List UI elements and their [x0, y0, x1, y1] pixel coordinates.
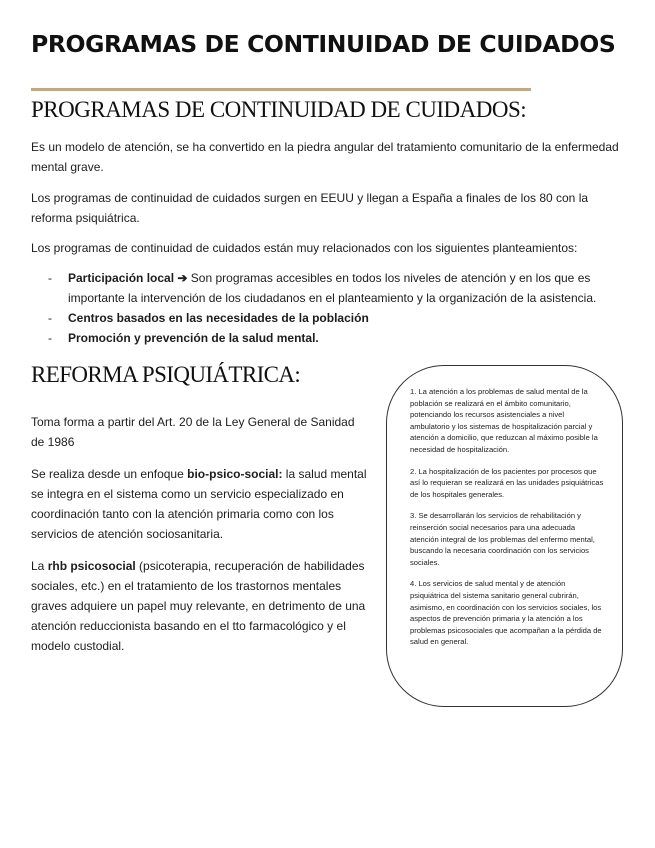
section-heading-reforma: REFORMA PSIQUIÁTRICA:: [31, 362, 301, 387]
list-item-bold-label: Promoción y prevención de la salud mental.: [68, 331, 319, 345]
section-heading-continuidad: PROGRAMAS DE CONTINUIDAD DE CUIDADOS:: [31, 97, 527, 122]
callout-item: 3. Se desarrollarán los servicios de rehabilitación y reinserción social necesarios para una adecuada atención integral de los problemas del enfermo mental, buscando la necesaria coordinación con los servicios sociales.: [410, 511, 595, 567]
paragraph-enfoque: [31, 464, 371, 544]
callout-item: 1. La atención a los problemas de salud mental de la población se realizará en el ámbito comunitario, potenciando los recursos asistenciales a nivel ambulatorio y los sistemas de hospitalización parcial y atención a domicilio, que reduzcan al máximo posible la necesidad de hospitalización.: [410, 387, 598, 454]
title-underline: [31, 88, 531, 91]
list-dash: -: [48, 331, 52, 345]
paragraph-modelo-atencion: Es un modelo de atención, se ha convertido en la piedra angular del tratamiento comunitario de la enfermedad mental grave.: [31, 140, 619, 174]
list-item-bold-label: Participación local: [68, 271, 175, 285]
list-item-bold-label: Centros basados en las necesidades de la población: [68, 311, 369, 325]
planteamientos-list: [31, 268, 631, 348]
callout-item: 2. La hospitalización de los pacientes por procesos que así lo requieran se realizará en las unidades psiquiátricas de los hospitales generales.: [410, 466, 604, 499]
list-dash: -: [48, 271, 52, 285]
paragraph-ley-sanidad: Toma forma a partir del Art. 20 de la Ley General de Sanidad de 1986: [31, 415, 355, 449]
list-item-text: Son programas accesibles en todos los niveles de atención y en los que es importante la intervención de los ciudadanos en el planteamiento y la organización de la asistencia.: [68, 271, 597, 305]
list-item: [31, 308, 631, 328]
list-item: [31, 268, 631, 308]
page-title: PROGRAMAS DE CONTINUIDAD DE CUIDADOS: [31, 30, 616, 58]
paragraph-origen-programas: Los programas de continuidad de cuidados surgen en EEUU y llegan a España a finales de los 80 con la reforma psiquiátrica.: [31, 191, 589, 225]
paragraph-planteamientos: Los programas de continuidad de cuidados están muy relacionados con los siguientes planteamientos:: [31, 241, 578, 255]
text-run: (psicoterapia, recuperación de habilidades sociales, etc.) en el tratamiento de los trastornos mentales graves adquiere un papel muy relevante, en detrimento de una atención reduccionista basando en el tto farmacológico y el modelo custodial.: [31, 559, 366, 653]
ley-sanidad-callout-box: [386, 365, 623, 707]
text-run: La: [31, 559, 48, 573]
text-run: la salud mental se integra en el sistema como un servicio especializado en coordinación tanto con la atención primaria como con los servicios de atención sociosanitaria.: [31, 467, 367, 541]
list-item: [31, 328, 631, 348]
bold-term: rhb psicosocial: [47, 559, 136, 573]
paragraph-rhb-psicosocial: [31, 556, 371, 656]
text-run: Se realiza desde un enfoque: [31, 467, 188, 481]
reforma-text-column: [31, 412, 371, 668]
arrow-icon: ➔: [177, 271, 188, 285]
callout-item: 4. Los servicios de salud mental y de atención psiquiátrica del sistema sanitario general cubrirán, asimismo, en coordinación con los servicios sociales, los aspectos de prevención primaria y la atención a los problemas psicosociales que acompañan a la pérdida de salud en general.: [410, 579, 602, 647]
list-dash: -: [48, 311, 52, 325]
bold-term: bio-psico-social:: [187, 467, 283, 481]
